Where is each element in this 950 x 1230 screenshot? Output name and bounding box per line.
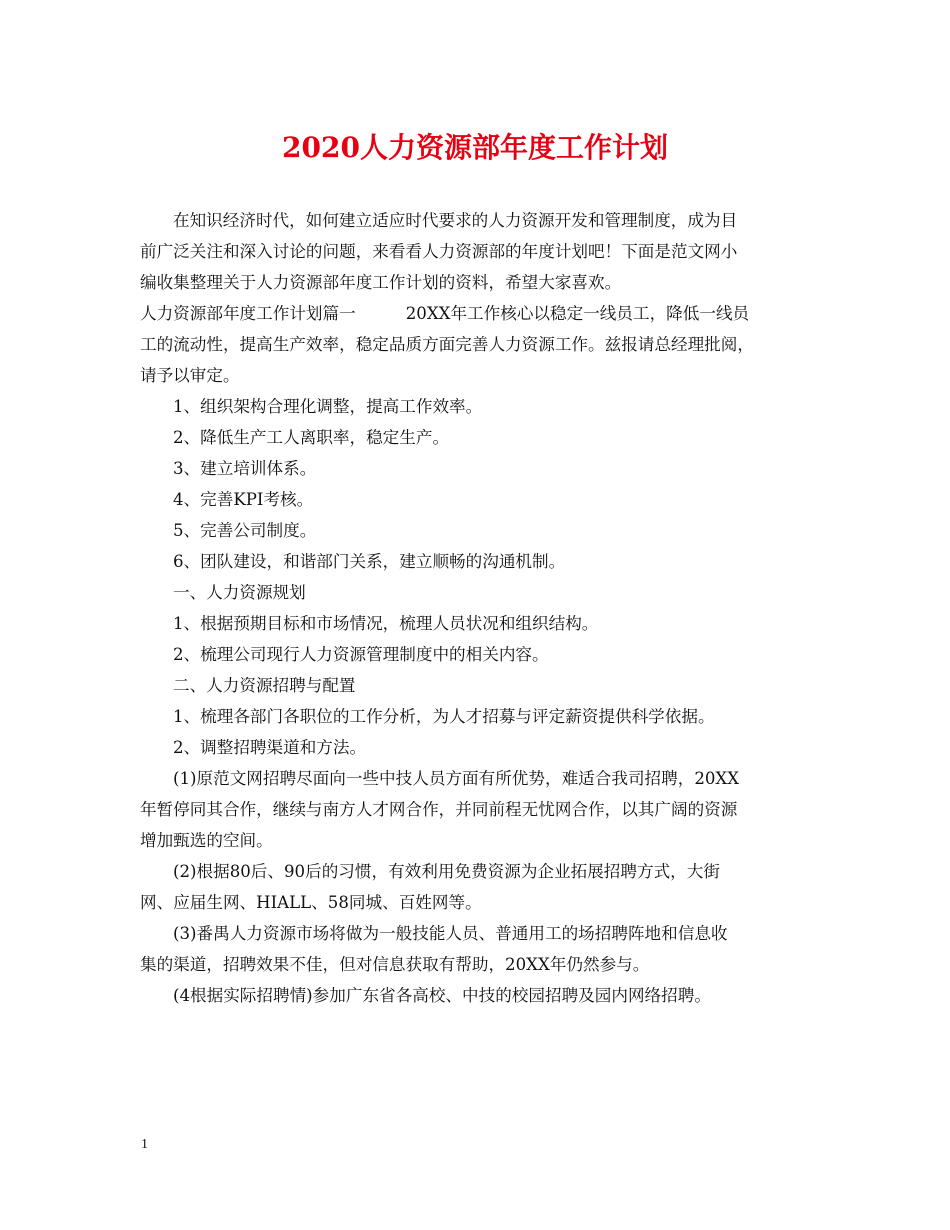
document-title: 2020人力资源部年度工作计划 — [282, 131, 668, 164]
sub-item-2-line: 网、应届生网、HIALL、58同城、百姓网等。 — [140, 893, 482, 912]
sub-item-4-line: (4根据实际招聘情)参加广东省各高校、中技的校园招聘及园内网络招聘。 — [173, 986, 711, 1005]
goal-item: 1、组织架构合理化调整，提高工作效率。 — [173, 397, 483, 416]
sub-item-3-line: 集的渠道，招聘效果不佳，但对信息获取有帮助，20XX年仍然参与。 — [140, 955, 650, 974]
intro-line: 前广泛关注和深入讨论的问题，来看看人力资源部的年度计划吧！下面是范文网小 — [140, 242, 738, 261]
sub-item-1-line: 增加甄选的空间。 — [140, 831, 273, 850]
sub-item-1-line: (1)原范文网招聘尽面向一些中技人员方面有所优势，难适合我司招聘，20XX — [173, 769, 740, 788]
part1-heading: 一、人力资源规划 — [173, 583, 306, 602]
document-body — [140, 205, 830, 1011]
goal-item: 4、完善KPI考核。 — [173, 490, 314, 509]
part2-item: 1、梳理各部门各职位的工作分析，为人才招募与评定薪资提供科学依据。 — [173, 707, 715, 726]
goal-item: 5、完善公司制度。 — [173, 521, 317, 540]
part1-item: 2、梳理公司现行人力资源管理制度中的相关内容。 — [173, 645, 549, 664]
goal-item: 3、建立培训体系。 — [173, 459, 317, 478]
sub-item-3-line: (3)番禺人力资源市场将做为一般技能人员、普通用工的场招聘阵地和信息收 — [173, 924, 728, 943]
part2-item: 2、调整招聘渠道和方法。 — [173, 738, 367, 757]
part2-heading: 二、人力资源招聘与配置 — [173, 676, 356, 695]
section-heading: 人力资源部年度工作计划篇一 — [140, 304, 356, 323]
goal-item: 6、团队建设，和谐部门关系，建立顺畅的沟通机制。 — [173, 552, 566, 571]
core-line: 请予以审定。 — [140, 366, 240, 385]
page-number: 1 — [141, 1137, 148, 1152]
sub-item-2-line: (2)根据80后、90后的习惯，有效利用免费资源为企业拓展招聘方式，大街 — [173, 862, 720, 881]
part1-item: 1、根据预期目标和市场情况，梳理人员状况和组织结构。 — [173, 614, 599, 633]
core-line: 工的流动性，提高生产效率，稳定品质方面完善人力资源工作。兹报请总经理批阅， — [140, 335, 754, 354]
goal-item: 2、降低生产工人离职率，稳定生产。 — [173, 428, 450, 447]
sub-item-1-line: 年暂停同其合作，继续与南方人才网合作，并同前程无忧网合作，以其广阔的资源 — [140, 800, 738, 819]
intro-line: 编收集整理关于人力资源部年度工作计划的资料，希望大家喜欢。 — [140, 273, 622, 292]
section-heading-line — [140, 298, 830, 329]
core-line: 20XX年工作核心以稳定一线员工，降低一线员 — [405, 304, 750, 323]
intro-line: 在知识经济时代，如何建立适应时代要求的人力资源开发和管理制度，成为目 — [173, 211, 738, 230]
